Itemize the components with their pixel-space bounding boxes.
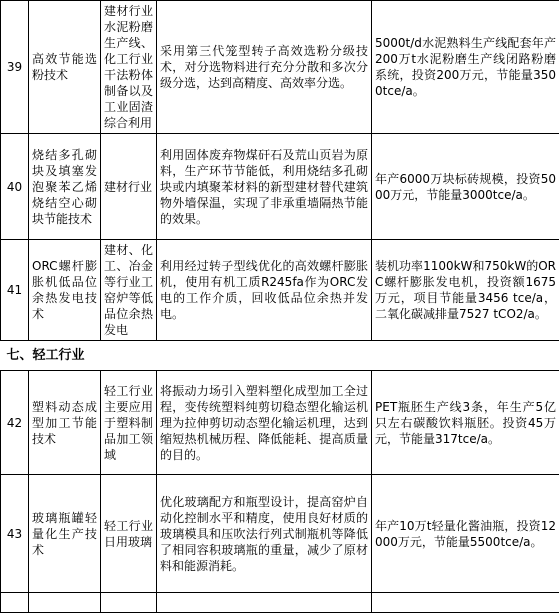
application-case: 年产10万t轻量化酱油瓶，投资12000万元，节能量5500tce/a。 <box>372 475 559 593</box>
table-row-40 <box>1 134 559 240</box>
applicable-industry: 轻工行业日用玻璃 <box>101 475 157 593</box>
technology-name: ORC螺杆膨胀机低品位余热发电技术 <box>29 240 101 341</box>
table-row-39 <box>1 1 559 134</box>
technology-description: 利用经过转子型线优化的高效螺杆膨胀机，使用有机工质R245fa作为ORC发电的工作介质，回收低品位余热并发电。 <box>157 240 372 341</box>
technology-name: 玻璃瓶罐轻量化生产技术 <box>29 475 101 593</box>
application-case: 年产6000万块标砖规模，投资5000万元，节能量3000tce/a。 <box>372 134 559 240</box>
technology-description: 利用固体废弃物煤矸石及荒山页岩为原料，生产环节节能低，利用烧结多孔砌块或内填聚苯材料的新型建材替代建筑物外墙保温，实现了非承重墙隔热节能的效果。 <box>157 134 372 240</box>
technology-description: 优化玻璃配方和瓶型设计，提高窑炉自动化控制水平和精度，使用良好材质的玻璃模具和压吹法行列式制瓶机等降低了相同容积玻璃瓶的重量，减少了原材料和能源消耗。 <box>157 475 372 593</box>
table-row-partial <box>1 593 559 613</box>
section-title: 七、轻工行业 <box>1 341 559 371</box>
application-case: PET瓶胚生产线3条，年生产5亿只左右碳酸饮料瓶胚。投资45万元，节能量317tce/a。 <box>372 371 559 475</box>
row-number: 40 <box>1 134 29 240</box>
applicable-industry: 建材行业 <box>101 134 157 240</box>
row-number: 39 <box>1 1 29 134</box>
applicable-industry: 轻工行业主要应用于塑料制品加工领域 <box>101 371 157 475</box>
technology-name: 塑料动态成型加工节能技术 <box>29 371 101 475</box>
application-case: 5000t/d水泥熟料生产线配套年产200万t水泥粉磨生产线闭路粉磨系统，投资200万元，节能量3500tce/a。 <box>372 1 559 134</box>
row-number: 42 <box>1 371 29 475</box>
technology-description: 将振动力场引入塑料塑化成型加工全过程，变传统塑料纯剪切稳态塑化输运机理为拉伸剪切动态塑化输运机理，达到缩短热机械历程、降低能耗、提高质量的目的。 <box>157 371 372 475</box>
table-row-43 <box>1 475 559 593</box>
row-number: 43 <box>1 475 29 593</box>
table-row-41 <box>1 240 559 341</box>
table-row-42 <box>1 371 559 475</box>
application-case: 装机功率1100kW和750kW的ORC螺杆膨胀发电机，投资额1675万元，项目节能量3456 tce/a，二氧化碳减排量7527 tCO2/a。 <box>372 240 559 341</box>
applicable-industry: 建材、化工、冶金等行业工窑炉等低品位余热发电 <box>101 240 157 341</box>
row-number: 41 <box>1 240 29 341</box>
applicable-industry: 建材行业水泥粉磨生产线、化工行业干法粉体制备以及工业固渣综合利用 <box>101 1 157 134</box>
technology-name: 高效节能选粉技术 <box>29 1 101 134</box>
technology-description: 采用第三代笼型转子高效选粉分级技术，对分选物料进行充分分散和多次分级分选，达到高精度、高效率分选。 <box>157 1 372 134</box>
technology-name: 烧结多孔砌块及填塞发泡聚苯乙烯烧结空心砌块节能技术 <box>29 134 101 240</box>
section-header-row <box>1 341 559 371</box>
